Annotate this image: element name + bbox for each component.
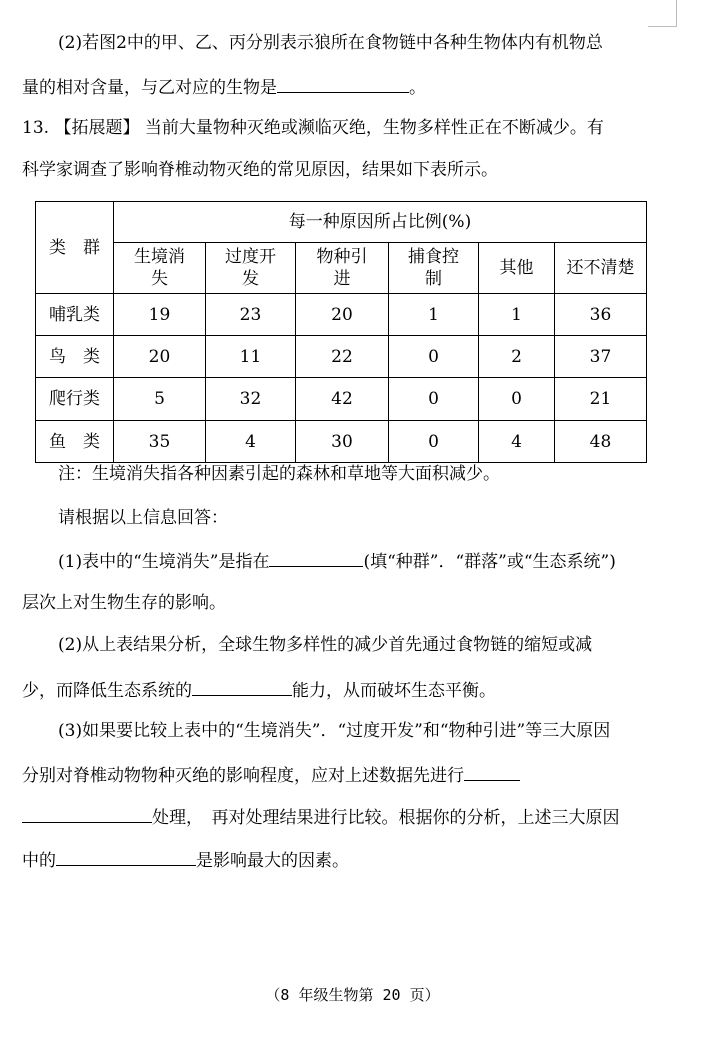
column-header: 生境消 失 [114, 243, 206, 294]
row-header: 类 群 [49, 237, 100, 258]
table-cell: 30 [296, 421, 389, 463]
q12-part2-line2 [22, 74, 426, 100]
column-header: 还不清楚 [555, 243, 647, 294]
question-3-text: 分别对脊椎动物物种灭绝的影响程度，应对上述数据先进行 [22, 766, 464, 786]
table-cell: 36 [555, 294, 647, 336]
question-1-text: (1)表中的“生境消失”是指在 [58, 552, 270, 572]
row-label: 爬行类 [36, 378, 114, 421]
q12-part2-period: 。 [409, 78, 426, 98]
row-header-cell [36, 202, 114, 294]
answer-blank[interactable] [56, 847, 196, 866]
question-2-line1: (2)从上表结果分析，全球生物多样性的减少首先通过食物链的缩短或减 [58, 635, 593, 655]
q12-part2-line1: (2)若图2中的甲、乙、丙分别表示狼所在食物链中各种生物体内有机物总 [58, 33, 603, 53]
table-cell: 0 [389, 378, 479, 421]
row-label: 鱼 类 [36, 421, 114, 463]
q13-intro-line2: 科学家调查了影响脊椎动物灭绝的常见原因，结果如下表所示。 [22, 160, 498, 180]
question-2-text: 少，而降低生态系统的 [22, 681, 192, 701]
table-cell: 5 [114, 378, 206, 421]
table-note: 注：生境消失指各种因素引起的森林和草地等大面积减少。 [58, 464, 500, 484]
question-3-line3 [22, 804, 620, 830]
table-cell: 22 [296, 336, 389, 378]
table-cell: 20 [296, 294, 389, 336]
answer-blank[interactable] [22, 804, 152, 823]
table-cell: 0 [389, 421, 479, 463]
answer-blank[interactable] [277, 74, 409, 93]
question-2-line2 [22, 677, 496, 703]
table-cell: 1 [389, 294, 479, 336]
table-cell: 42 [296, 378, 389, 421]
table-cell: 23 [206, 294, 296, 336]
column-header: 物种引 进 [296, 243, 389, 294]
q12-part2-text: 量的相对含量，与乙对应的生物是 [22, 78, 277, 98]
column-header: 捕食控 制 [389, 243, 479, 294]
question-3-line4 [22, 847, 349, 873]
answer-blank[interactable] [464, 762, 520, 781]
question-3-text: 处理， 再对处理结果进行比较。根据你的分析，上述三大原因 [152, 808, 620, 828]
question-2-rest: 能力，从而破坏生态平衡。 [292, 681, 496, 701]
question-3-text: 中的 [22, 851, 56, 871]
question-1-options: (填“种群”．“群落”或“生态系统”) [363, 552, 616, 572]
question-3-rest: 是影响最大的因素。 [196, 851, 349, 871]
table-cell: 4 [206, 421, 296, 463]
question-1-line1 [58, 548, 616, 574]
question-3-line2 [22, 762, 520, 788]
question-1-line2: 层次上对生物生存的影响。 [22, 593, 226, 613]
column-header-row [36, 243, 647, 294]
table-cell: 11 [206, 336, 296, 378]
table-cell: 48 [555, 421, 647, 463]
table-row [36, 294, 647, 336]
table-cell: 0 [389, 336, 479, 378]
table-cell: 21 [555, 378, 647, 421]
question-3-line1: (3)如果要比较上表中的“生境消失”．“过度开发”和“物种引进”等三大原因 [58, 721, 611, 741]
answer-blank[interactable] [269, 548, 363, 567]
row-label: 哺乳类 [36, 294, 114, 336]
q13-intro-line1: 13. 【拓展题】 当前大量物种灭绝或濒临灭绝，生物多样性正在不断减少。有 [22, 118, 604, 138]
table-cell: 37 [555, 336, 647, 378]
table-cell: 2 [479, 336, 555, 378]
answer-prompt: 请根据以上信息回答： [58, 508, 228, 528]
table-row [36, 336, 647, 378]
table-cell: 4 [479, 421, 555, 463]
row-label: 鸟 类 [36, 336, 114, 378]
table-cell: 19 [114, 294, 206, 336]
table-cell: 1 [479, 294, 555, 336]
extinction-causes-table [35, 201, 647, 463]
column-header: 过度开 发 [206, 243, 296, 294]
page-footer: （8 年级生物第 20 页） [265, 986, 440, 1004]
table-cell: 32 [206, 378, 296, 421]
group-header: 每一种原因所占比例(%) [114, 202, 647, 243]
answer-blank[interactable] [192, 677, 292, 696]
table-row [36, 378, 647, 421]
table-cell: 20 [114, 336, 206, 378]
column-header: 其他 [479, 243, 555, 294]
table-cell: 0 [479, 378, 555, 421]
table-cell: 35 [114, 421, 206, 463]
page-corner-mark [648, 0, 677, 27]
table-row [36, 421, 647, 463]
